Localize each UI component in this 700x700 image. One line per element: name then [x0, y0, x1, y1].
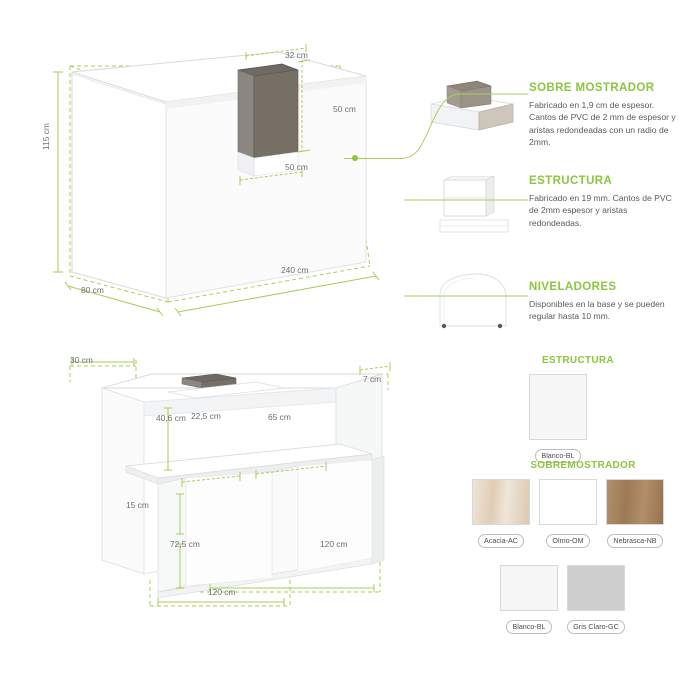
dim-height-115: 115 cm — [41, 123, 51, 150]
swatch-sobremostrador-olmo-om[interactable] — [539, 479, 597, 548]
feature-text-niveladores: Disponibles en la base y se pueden regular hasta 10 mm. — [529, 299, 665, 322]
dim-shelf-drop-50: 50 cm — [333, 104, 356, 114]
dim-shelf-height-15: 15 cm — [126, 500, 149, 510]
callout-path-niveladores — [400, 282, 530, 318]
swatch-sobremostrador-gris-claro-gc[interactable] — [567, 565, 625, 634]
dim-shelf-width-50: 50 cm — [285, 162, 308, 172]
dim-top-depth-30: 30 cm — [70, 355, 93, 365]
dim-side-width-120: 120 cm — [320, 539, 348, 549]
swatch-tile — [500, 565, 558, 611]
callout-dot-sobre-mostrador — [352, 155, 358, 161]
dim-shelf-depth-32: 32 cm — [285, 50, 308, 60]
swatch-sobremostrador-nebrasca-nb[interactable] — [606, 479, 664, 548]
dim-width-240: 240 cm — [281, 265, 309, 275]
dim-depth-80: 80 cm — [81, 285, 104, 295]
swatch-estructura-blanco-bl[interactable] — [529, 374, 587, 463]
swatch-tile — [567, 565, 625, 611]
swatch-sobremostrador-acacia-ac[interactable] — [472, 479, 530, 548]
feature-heading-sobre-mostrador: SOBRE MOSTRADOR — [529, 82, 655, 94]
reception-desk-section-view — [40, 348, 460, 628]
swatch-label: Acacia-AC — [478, 534, 524, 548]
dim-counter-height-40-6: 40,6 cm — [156, 413, 186, 423]
finishes-heading-estructura: ESTRUCTURA — [542, 355, 614, 366]
feature-heading-niveladores: NIVELADORES — [529, 281, 617, 293]
callout-path-estructura — [400, 186, 530, 222]
feature-heading-estructura: ESTRUCTURA — [529, 175, 613, 187]
dim-front-width-120: 120 cm — [208, 587, 236, 597]
dim-leg-height-72-5: 72,5 cm — [170, 539, 200, 549]
swatch-label: Nebrasca-NB — [607, 534, 662, 548]
swatch-tile — [606, 479, 664, 525]
swatch-tile — [539, 479, 597, 525]
swatch-label: Olmo-OM — [546, 534, 589, 548]
feature-text-estructura: Fabricado en 19 mm. Cantos de PVC de 2mm espesor y aristas redondeadas. — [529, 193, 672, 228]
reception-desk-perspective-view — [40, 40, 440, 320]
dim-inner-left-22-5: 22,5 cm — [191, 411, 221, 421]
swatch-tile — [472, 479, 530, 525]
dim-inner-right-65: 65 cm — [268, 412, 291, 422]
callout-path-sobre-mostrador — [400, 86, 530, 164]
dim-right-thickness-7: 7 cm — [363, 374, 382, 384]
swatch-label: Blanco-BL — [535, 449, 580, 463]
swatch-tile — [529, 374, 587, 440]
feature-text-sobre-mostrador: Fabricado en 1,9 cm de espesor. Cantos de PVC de 2 mm de espesor y aristas redondeadas con un radio de 2mm. — [529, 100, 676, 148]
finishes-heading-sobremostrador: SOBREMOSTRADOR — [530, 460, 636, 471]
swatch-sobremostrador-blanco-bl[interactable] — [500, 565, 558, 634]
swatch-label: Blanco-BL — [506, 620, 551, 634]
swatch-label: Gris Claro-GC — [567, 620, 625, 634]
